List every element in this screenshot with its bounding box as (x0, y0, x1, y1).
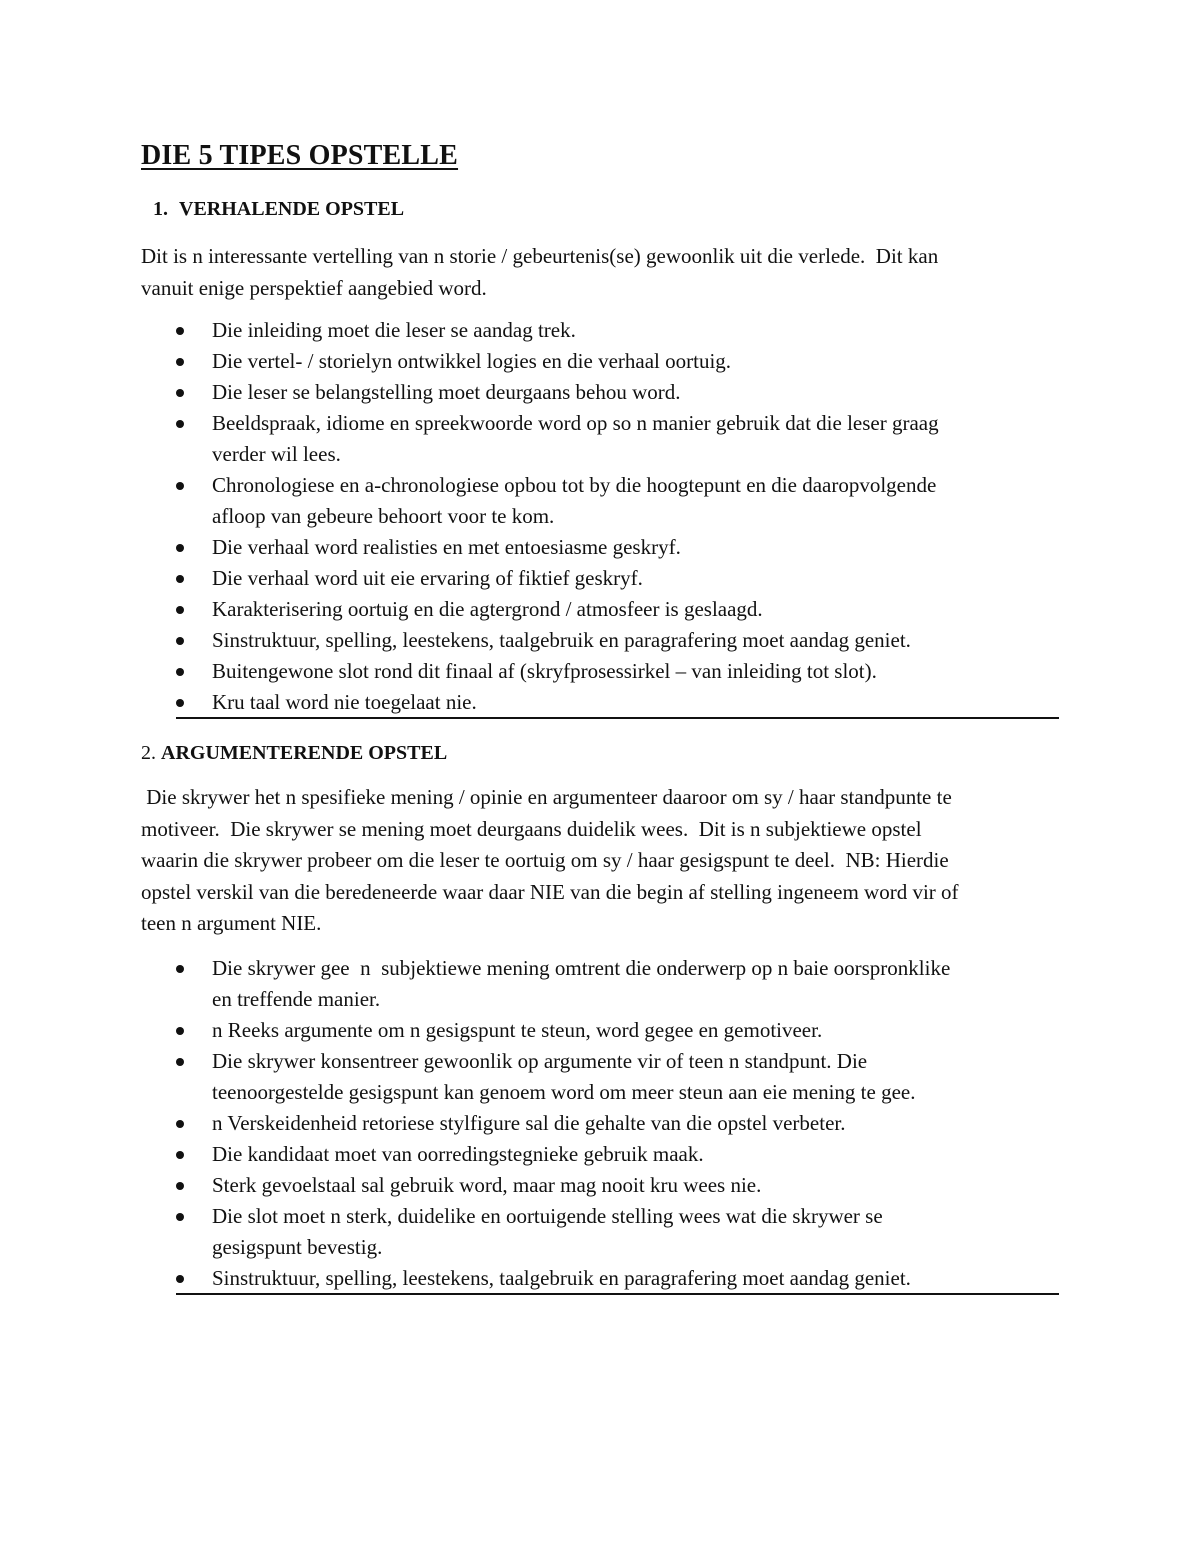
list-item (176, 563, 1059, 594)
bullet-icon (176, 544, 184, 552)
list-item (176, 315, 1059, 346)
bullet-list (141, 315, 1059, 718)
list-item (176, 377, 1059, 408)
list-item (176, 1046, 1059, 1108)
list-item-text: afloop van gebeure behoort voor te kom. (212, 504, 555, 528)
list-item (176, 532, 1059, 563)
list-item (176, 594, 1059, 625)
list-item-text: n Reeks argumente om n gesigspunt te steun, word gegee en gemotiveer. (212, 1017, 823, 1042)
list-item-text: Buitengewone slot rond dit finaal af (skryfprosessirkel – van inleiding tot slot). (212, 659, 877, 683)
list-item-text: Die verhaal word uit eie ervaring of fiktief geskryf. (212, 566, 643, 590)
list-item (176, 346, 1059, 377)
section-number: 1. (153, 198, 168, 220)
paragraph-line: Dit is n interessante vertelling van n storie / gebeurtenis(se) gewoonlik uit die verlede. Dit kan (141, 244, 939, 268)
list-item-text: Die kandidaat moet van oorredingstegnieke gebruik maak. (212, 1141, 704, 1166)
bullet-icon (176, 965, 184, 973)
list-item (176, 1170, 1059, 1201)
bullet-icon (176, 1275, 184, 1283)
paragraph-line: opstel verskil van die beredeneerde waar daar NIE van die begin af stelling ingeneem word vir of (141, 879, 959, 904)
list-item (176, 687, 1059, 718)
list-item-text: Beeldspraak, idiome en spreekwoorde word op so n manier gebruik dat die leser graag (212, 411, 939, 435)
bullet-icon (176, 1213, 184, 1221)
list-item (176, 470, 1059, 532)
list-item-text: Sinstruktuur, spelling, leestekens, taalgebruik en paragrafering moet aandag geniet. (212, 1265, 911, 1290)
section-intro (141, 782, 1059, 940)
bullet-icon (176, 668, 184, 676)
list-item (176, 1015, 1059, 1046)
section-verhalende-opstel (141, 194, 1059, 719)
paragraph-line: teen n argument NIE. (141, 911, 322, 935)
bullet-icon (176, 327, 184, 335)
bullet-icon (176, 1058, 184, 1066)
list-item (176, 953, 1059, 1015)
list-item-text: Die skrywer konsentreer gewoonlik op argumente vir of teen n standpunt. Die (212, 1048, 868, 1073)
bullet-icon (176, 699, 184, 707)
document-title: DIE 5 TIPES OPSTELLE (141, 140, 459, 171)
list-item-text: Sterk gevoelstaal sal gebruik word, maar mag nooit kru wees nie. (212, 1172, 762, 1197)
bullet-icon (176, 575, 184, 583)
document-page (141, 140, 1059, 1295)
section-heading (141, 194, 1059, 224)
bullet-icon (176, 606, 184, 614)
section-argumenterende-opstel (141, 738, 1059, 1295)
list-item-text: n Verskeidenheid retoriese stylfigure sal die gehalte van die opstel verbeter. (212, 1110, 846, 1135)
section-title: ARGUMENTERENDE OPSTEL (161, 742, 448, 764)
bullet-icon (176, 1151, 184, 1159)
list-item-text: Die inleiding moet die leser se aandag trek. (212, 318, 576, 342)
list-item-text: Die verhaal word realisties en met entoesiasme geskryf. (212, 535, 681, 559)
bullet-icon (176, 1120, 184, 1128)
bullet-icon (176, 389, 184, 397)
section-intro (141, 241, 1059, 304)
list-item-text: Die leser se belangstelling moet deurgaans behou word. (212, 380, 681, 404)
bullet-icon (176, 482, 184, 490)
bullet-icon (176, 1027, 184, 1035)
list-item-text: Kru taal word nie toegelaat nie. (212, 690, 477, 714)
list-item-text: Die vertel- / storielyn ontwikkel logies en die verhaal oortuig. (212, 349, 732, 373)
bullet-icon (176, 1182, 184, 1190)
list-item-text: Karakterisering oortuig en die agtergrond / atmosfeer is geslaagd. (212, 597, 763, 621)
list-item-text: Chronologiese en a-chronologiese opbou tot by die hoogtepunt en die daaropvolgende (212, 473, 937, 497)
paragraph-line: waarin die skrywer probeer om die leser te oortuig om sy / haar gesigspunt te deel. NB: Hierdie (141, 848, 949, 872)
paragraph-line: motiveer. Die skrywer se mening moet deurgaans duidelik wees. Dit is n subjektiewe opstel (141, 816, 922, 841)
list-item-text: Sinstruktuur, spelling, leestekens, taalgebruik en paragrafering moet aandag geniet. (212, 628, 911, 652)
list-item-text: en treffende manier. (212, 986, 381, 1011)
list-item-text: teenoorgestelde gesigspunt kan genoem word om meer steun aan eie mening te gee. (212, 1079, 916, 1104)
section-title: VERHALENDE OPSTEL (179, 198, 405, 220)
paragraph-line: vanuit enige perspektief aangebied word. (141, 275, 487, 300)
list-item (176, 656, 1059, 687)
list-item (176, 1201, 1059, 1263)
list-item-text: Die slot moet n sterk, duidelike en oortuigende stelling wees wat die skrywer se (212, 1203, 883, 1228)
section-heading (141, 738, 1059, 768)
list-item-text: gesigspunt bevestig. (212, 1234, 383, 1259)
section-number: 2. (141, 742, 156, 764)
list-item (176, 408, 1059, 470)
bullet-icon (176, 637, 184, 645)
list-item (176, 1139, 1059, 1170)
list-item-text: verder wil lees. (212, 442, 341, 466)
paragraph-line: Die skrywer het n spesifieke mening / opinie en argumenteer daaroor om sy / haar standpunte te (141, 785, 952, 809)
list-item (176, 625, 1059, 656)
bullet-list (141, 953, 1059, 1294)
list-item (176, 1263, 1059, 1294)
bullet-icon (176, 420, 184, 428)
bullet-icon (176, 358, 184, 366)
list-item-text: Die skrywer gee n subjektiewe mening omtrent die onderwerp op n baie oorspronklike (212, 955, 951, 980)
list-item (176, 1108, 1059, 1139)
